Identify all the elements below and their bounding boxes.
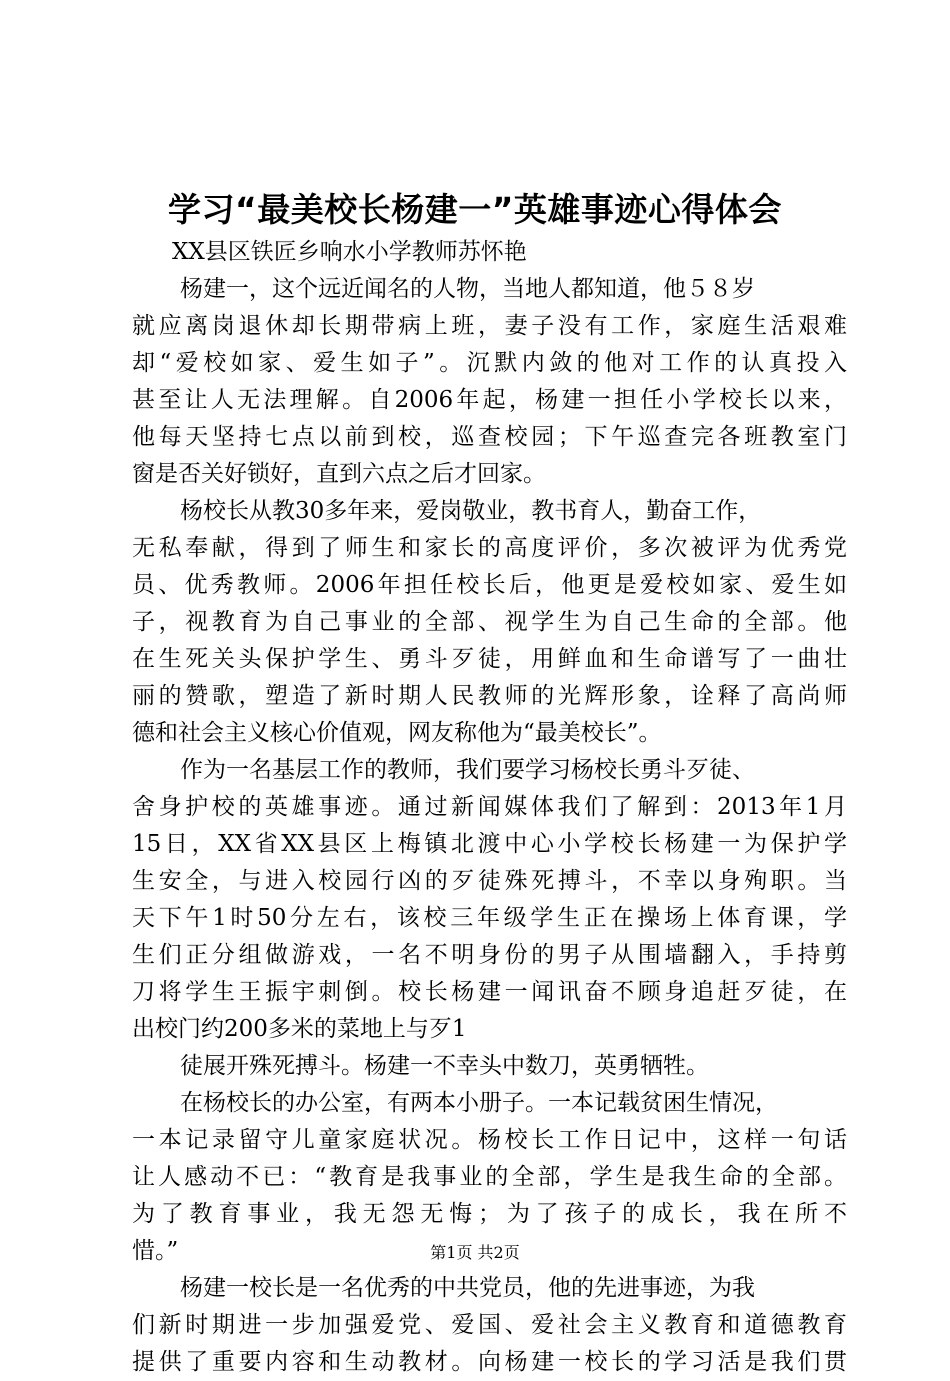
text-line: 提供了重要内容和生动教材。向杨建一校长的学习活是我们贯 [132, 1349, 847, 1375]
text-line: 徒展开殊死搏斗。杨建一不幸头中数刀，英勇牺牲。 [180, 1053, 709, 1079]
text-line: 作为一名基层工作的教师，我们要学习杨校长勇斗歹徒、 [180, 757, 755, 783]
text-line: 杨建一，这个远近闻名的人物，当地人都知道，他５８岁 [180, 276, 755, 302]
text-line: 子，视教育为自己事业的全部、视学生为自己生命的全部。他 [132, 609, 847, 635]
text-line: 刀将学生王振宇刺倒。校长杨建一闻讯奋不顾身追赶歹徒，在 [132, 979, 847, 1005]
text-line: 舍身护校的英雄事迹。通过新闻媒体我们了解到：2013年1月 [132, 794, 847, 820]
text-line: 他每天坚持七点以前到校，巡查校园；下午巡查完各班教室门 [132, 424, 847, 450]
text-line: 一本记录留守儿童家庭状况。杨校长工作日记中，这样一句话 [132, 1127, 847, 1153]
text-line: 15日，XX省XX县区上梅镇北渡中心小学校长杨建一为保护学 [132, 831, 847, 857]
text-line: 丽的赞歌，塑造了新时期人民教师的光辉形象，诠释了高尚师 [132, 683, 847, 709]
text-line: 杨校长从教30多年来，爱岗敬业，教书育人，勤奋工作， [180, 498, 762, 524]
text-line: 出校门约200多米的菜地上与歹1 [132, 1016, 467, 1042]
text-line: 让人感动不已：“教育是我事业的全部，学生是我生命的全部。 [132, 1164, 847, 1190]
text-line: 生安全，与进入校园行凶的歹徒殊死搏斗，不幸以身殉职。当 [132, 868, 847, 894]
text-line: 为了教育事业，我无怨无悔；为了孩子的成长，我在所不 [132, 1201, 847, 1227]
text-line: 惜。” [132, 1238, 179, 1264]
text-line: 德和社会主义核心价值观，网友称他为“最美校长”。 [132, 720, 662, 746]
text-line: 却“爱校如家、爱生如子”。沉默内敛的他对工作的认真投入 [132, 350, 847, 376]
text-line: 在生死关头保护学生、勇斗歹徒，用鲜血和生命谱写了一曲壮 [132, 646, 847, 672]
text-line: 们新时期进一步加强爱党、爱国、爱社会主义教育和道德教育 [132, 1312, 847, 1338]
document-body [132, 234, 847, 1381]
text-line: 员、优秀教师。2006年担任校长后，他更是爱校如家、爱生如 [132, 572, 847, 598]
text-line: 甚至让人无法理解。自2006年起，杨建一担任小学校长以来， [132, 387, 847, 413]
text-line: 杨建一校长是一名优秀的中共党员，他的先进事迹，为我 [180, 1275, 755, 1301]
document-title: 学习“最美校长杨建一”英雄事迹心得体会 [168, 190, 782, 229]
text-line: 就应离岗退休却长期带病上班，妻子没有工作，家庭生活艰难 [132, 313, 847, 339]
text-line: 无私奉献，得到了师生和家长的高度评价，多次被评为优秀党 [132, 535, 847, 561]
text-line: XX县区铁匠乡响水小学教师苏怀艳 [172, 239, 527, 265]
text-line: 天下午1时50分左右，该校三年级学生正在操场上体育课，学 [132, 905, 847, 931]
text-line: 窗是否关好锁好，直到六点之后才回家。 [132, 461, 546, 487]
text-line: 生们正分组做游戏，一名不明身份的男子从围墙翻入，手持剪 [132, 942, 847, 968]
text-line: 在杨校长的办公室，有两本小册子。一本记载贫困生情况， [180, 1090, 778, 1116]
page-footer: 第1页 共2页 [430, 1243, 520, 1262]
